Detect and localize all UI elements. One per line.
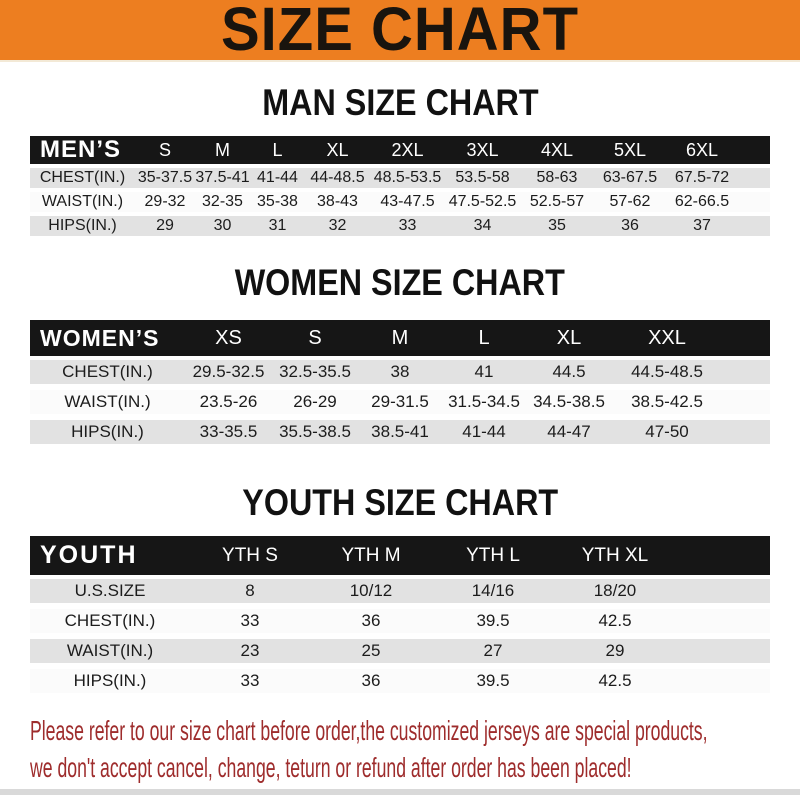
measurement-value-cell: 52.5-57 (520, 192, 594, 216)
size-column-header: S (135, 136, 195, 168)
row-label: HIPS(IN.) (30, 669, 190, 699)
measurement-value-cell: 44-48.5 (305, 168, 370, 192)
measurement-value-cell: 35 (520, 216, 594, 240)
measurement-value-cell: 35-38 (250, 192, 305, 216)
measurement-value-cell: 30 (195, 216, 250, 240)
measurement-value-cell: 29-31.5 (358, 390, 442, 420)
measurement-value-cell: 38-43 (305, 192, 370, 216)
measurement-value-cell: 67.5-72 (666, 168, 738, 192)
size-column-header: YTH S (190, 536, 310, 579)
measurement-row (30, 669, 770, 699)
youth-size-chart-heading (0, 482, 800, 524)
row-filler (738, 168, 770, 192)
measurement-value-cell: 39.5 (432, 669, 554, 699)
row-label: HIPS(IN.) (30, 216, 135, 240)
bottom-edge-strip (0, 789, 800, 795)
measurement-value-cell: 37 (666, 216, 738, 240)
measurement-row (30, 192, 770, 216)
measurement-value-cell: 41-44 (250, 168, 305, 192)
measurement-value-cell: 57-62 (594, 192, 666, 216)
youth-size-table (30, 536, 770, 699)
measurement-value-cell: 14/16 (432, 579, 554, 609)
measurement-value-cell: 38.5-41 (358, 420, 442, 450)
size-column-header: XL (305, 136, 370, 168)
size-column-header: 3XL (445, 136, 520, 168)
measurement-value-cell: 34.5-38.5 (526, 390, 612, 420)
measurement-value-cell: 35-37.5 (135, 168, 195, 192)
measurement-value-cell: 53.5-58 (445, 168, 520, 192)
row-label: U.S.SIZE (30, 579, 190, 609)
measurement-value-cell: 44.5 (526, 360, 612, 390)
size-column-header: M (195, 136, 250, 168)
row-label: WAIST(IN.) (30, 192, 135, 216)
row-filler (722, 360, 770, 390)
size-column-header: L (250, 136, 305, 168)
measurement-row (30, 420, 770, 450)
size-column-header: 4XL (520, 136, 594, 168)
measurement-value-cell: 63-67.5 (594, 168, 666, 192)
measurement-value-cell: 41 (442, 360, 526, 390)
disclaimer-line-1: Please refer to our size chart before order,the customized jerseys are special products, (30, 715, 708, 746)
measurement-value-cell: 29 (135, 216, 195, 240)
measurement-value-cell: 62-66.5 (666, 192, 738, 216)
header-filler (738, 136, 770, 168)
row-label: CHEST(IN.) (30, 360, 185, 390)
size-header-row (30, 136, 770, 168)
size-column-header: 5XL (594, 136, 666, 168)
size-column-header: YTH L (432, 536, 554, 579)
size-column-header: XXL (612, 320, 722, 360)
measurement-value-cell: 36 (310, 669, 432, 699)
measurement-value-cell: 31 (250, 216, 305, 240)
disclaimer-line-2: we don't accept cancel, change, teturn or refund after order has been placed! (30, 752, 632, 783)
youth-size-section (0, 482, 800, 699)
measurement-value-cell: 18/20 (554, 579, 676, 609)
row-label: CHEST(IN.) (30, 609, 190, 639)
measurement-value-cell: 25 (310, 639, 432, 669)
measurement-value-cell: 27 (432, 639, 554, 669)
measurement-value-cell: 44.5-48.5 (612, 360, 722, 390)
disclaimer (30, 712, 800, 786)
row-filler (722, 420, 770, 450)
measurement-row (30, 639, 770, 669)
women-size-table (30, 320, 770, 450)
measurement-row (30, 360, 770, 390)
measurement-value-cell: 32 (305, 216, 370, 240)
row-filler (676, 579, 770, 609)
measurement-row (30, 579, 770, 609)
measurement-value-cell: 48.5-53.5 (370, 168, 445, 192)
size-chart-banner (0, 0, 800, 62)
measurement-value-cell: 23.5-26 (185, 390, 272, 420)
size-column-header: YTH M (310, 536, 432, 579)
measurement-value-cell: 58-63 (520, 168, 594, 192)
youth-size-chart-heading-text: YOUTH SIZE CHART (242, 482, 558, 524)
measurement-row (30, 168, 770, 192)
measurement-value-cell: 32.5-35.5 (272, 360, 358, 390)
measurement-value-cell: 44-47 (526, 420, 612, 450)
measurement-value-cell: 29-32 (135, 192, 195, 216)
men-size-section (0, 82, 800, 240)
size-column-header: YTH XL (554, 536, 676, 579)
measurement-value-cell: 33 (190, 609, 310, 639)
measurement-value-cell: 35.5-38.5 (272, 420, 358, 450)
measurement-value-cell: 29.5-32.5 (185, 360, 272, 390)
size-column-header: S (272, 320, 358, 360)
man-size-chart-heading-text: MAN SIZE CHART (261, 82, 539, 124)
table-title-cell: WOMEN’S (30, 320, 185, 360)
row-filler (738, 216, 770, 240)
table-title-cell: YOUTH (30, 536, 190, 579)
measurement-value-cell: 34 (445, 216, 520, 240)
measurement-value-cell: 41-44 (442, 420, 526, 450)
measurement-value-cell: 31.5-34.5 (442, 390, 526, 420)
measurement-value-cell: 37.5-41 (195, 168, 250, 192)
measurement-value-cell: 39.5 (432, 609, 554, 639)
header-filler (676, 536, 770, 579)
measurement-value-cell: 42.5 (554, 669, 676, 699)
man-size-chart-heading (0, 82, 800, 124)
size-header-row (30, 320, 770, 360)
measurement-value-cell: 36 (594, 216, 666, 240)
measurement-value-cell: 23 (190, 639, 310, 669)
measurement-value-cell: 47.5-52.5 (445, 192, 520, 216)
women-size-chart-heading-text: WOMEN SIZE CHART (234, 262, 566, 304)
measurement-value-cell: 29 (554, 639, 676, 669)
measurement-value-cell: 36 (310, 609, 432, 639)
row-label: WAIST(IN.) (30, 390, 185, 420)
measurement-value-cell: 43-47.5 (370, 192, 445, 216)
row-filler (676, 669, 770, 699)
women-size-chart-heading (0, 262, 800, 304)
measurement-value-cell: 8 (190, 579, 310, 609)
row-label: CHEST(IN.) (30, 168, 135, 192)
measurement-value-cell: 38 (358, 360, 442, 390)
measurement-value-cell: 10/12 (310, 579, 432, 609)
table-title-cell: MEN’S (30, 136, 135, 168)
row-filler (676, 639, 770, 669)
measurement-value-cell: 26-29 (272, 390, 358, 420)
header-filler (722, 320, 770, 360)
row-label: HIPS(IN.) (30, 420, 185, 450)
measurement-value-cell: 33-35.5 (185, 420, 272, 450)
size-column-header: M (358, 320, 442, 360)
row-filler (722, 390, 770, 420)
size-column-header: 2XL (370, 136, 445, 168)
measurement-value-cell: 42.5 (554, 609, 676, 639)
size-column-header: XL (526, 320, 612, 360)
size-column-header: 6XL (666, 136, 738, 168)
measurement-value-cell: 33 (190, 669, 310, 699)
measurement-value-cell: 32-35 (195, 192, 250, 216)
men-size-table (30, 136, 770, 240)
size-column-header: XS (185, 320, 272, 360)
measurement-value-cell: 38.5-42.5 (612, 390, 722, 420)
measurement-value-cell: 47-50 (612, 420, 722, 450)
measurement-row (30, 609, 770, 639)
row-label: WAIST(IN.) (30, 639, 190, 669)
row-filler (676, 609, 770, 639)
measurement-row (30, 216, 770, 240)
women-size-section (0, 262, 800, 450)
measurement-value-cell: 33 (370, 216, 445, 240)
size-chart-banner-title: SIZE CHART (221, 0, 579, 64)
size-column-header: L (442, 320, 526, 360)
size-header-row (30, 536, 770, 579)
row-filler (738, 192, 770, 216)
measurement-row (30, 390, 770, 420)
